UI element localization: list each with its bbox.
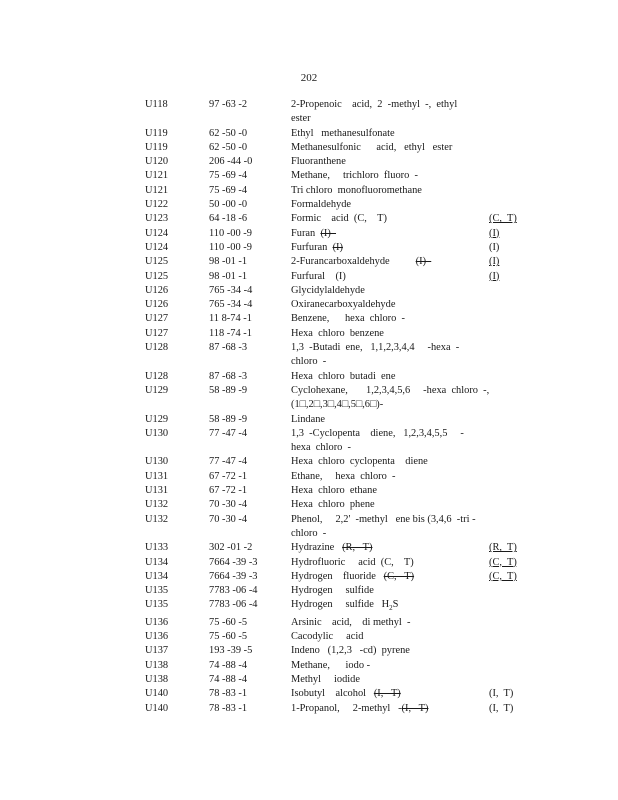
struck-text: (I) xyxy=(415,256,432,268)
underlined-text: (C, T) xyxy=(489,213,517,225)
waste-code: U131 xyxy=(145,485,169,497)
waste-code: U125 xyxy=(145,270,169,282)
text-segment: Furfural (I) xyxy=(291,270,346,282)
hazard-code xyxy=(489,556,525,570)
waste-code: U136 xyxy=(145,616,169,628)
hazard-code xyxy=(489,341,525,355)
waste-code: U134 xyxy=(145,556,169,568)
cas-number: 110 -00 -9 xyxy=(209,227,252,239)
text-segment: 2 xyxy=(389,604,393,613)
underlined-text: (I) xyxy=(489,227,500,239)
hazard-code xyxy=(489,227,525,241)
waste-code: U136 xyxy=(145,631,169,643)
underlined-text: (R, T) xyxy=(489,542,517,554)
text-segment: (I, T) xyxy=(489,702,514,714)
substance-name-continued xyxy=(291,527,489,541)
substance-name xyxy=(291,630,489,644)
waste-code: U130 xyxy=(145,427,169,439)
table-row xyxy=(145,241,525,255)
substance-name xyxy=(291,284,489,298)
substance-name xyxy=(291,227,489,241)
waste-code: U128 xyxy=(145,342,169,354)
hazard-code xyxy=(489,155,525,169)
table-row xyxy=(145,384,525,398)
hazard-code xyxy=(489,702,525,716)
waste-code: U129 xyxy=(145,384,169,396)
hazard-code xyxy=(489,541,525,555)
table-row xyxy=(145,184,525,198)
underlined-text: (C, T) xyxy=(489,556,517,568)
cas-number: 118 -74 -1 xyxy=(209,327,252,339)
hazard-code xyxy=(489,141,525,155)
table-row xyxy=(145,427,525,441)
text-segment: 1-Propanol, 2-methyl - xyxy=(291,702,402,714)
cas-number-empty xyxy=(209,355,291,369)
hazard-code xyxy=(489,241,525,255)
hazard-code xyxy=(489,98,525,112)
hazard-code xyxy=(489,184,525,198)
hazard-code xyxy=(489,284,525,298)
text-segment: (I, T) xyxy=(489,688,514,700)
table-row xyxy=(145,644,525,658)
text-segment: Indeno (1,2,3 -cd) pyrene xyxy=(291,645,410,657)
text-segment: Hydrogen fluoride xyxy=(291,570,384,582)
hazard-code-empty xyxy=(489,355,525,369)
cas-number: 7783 -06 -4 xyxy=(209,599,258,611)
table-row xyxy=(145,155,525,169)
cas-number: 78 -83 -1 xyxy=(209,702,248,714)
waste-code: U140 xyxy=(145,702,169,714)
hazardous-waste-table xyxy=(145,98,525,716)
waste-code: U134 xyxy=(145,570,169,582)
cas-number: 58 -89 -9 xyxy=(209,413,248,425)
substance-name xyxy=(291,255,489,269)
substance-name xyxy=(291,455,489,469)
substance-name xyxy=(291,141,489,155)
text-segment: Ethyl methanesulfonate xyxy=(291,127,395,139)
hazard-code xyxy=(489,169,525,183)
text-segment: Tri chloro monofluoromethane xyxy=(291,184,422,196)
table-row xyxy=(145,370,525,384)
struck-text: (R, T) xyxy=(342,542,373,554)
waste-code: U137 xyxy=(145,645,169,657)
waste-code: U121 xyxy=(145,170,169,182)
hazard-code xyxy=(489,327,525,341)
text-segment: Glycidylaldehyde xyxy=(291,284,365,296)
hazard-code xyxy=(489,498,525,512)
cas-number: 62 -50 -0 xyxy=(209,141,248,153)
substance-name xyxy=(291,198,489,212)
text-segment: Methane, iodo - xyxy=(291,659,371,671)
cas-number: 77 -47 -4 xyxy=(209,456,248,468)
hazard-code xyxy=(489,384,525,398)
text-segment: Methyl iodide xyxy=(291,673,360,685)
hazard-code xyxy=(489,513,525,527)
underlined-text: (I) xyxy=(489,256,500,268)
text-segment: Isobutyl alcohol xyxy=(291,688,374,700)
waste-code-empty xyxy=(145,441,209,455)
waste-code: U138 xyxy=(145,673,169,685)
table-row xyxy=(145,169,525,183)
cas-number: 11 8-74 -1 xyxy=(209,313,252,325)
substance-name xyxy=(291,155,489,169)
text-segment: Oxiranecarboxyaldehyde xyxy=(291,299,396,311)
waste-code: U129 xyxy=(145,413,169,425)
substance-name xyxy=(291,584,489,598)
text-segment: Ethane, hexa chloro - xyxy=(291,470,396,482)
table-row xyxy=(145,212,525,226)
hazard-code xyxy=(489,630,525,644)
waste-code: U126 xyxy=(145,284,169,296)
table-row xyxy=(145,198,525,212)
text-segment: Phenol, 2,2' -methyl ene bis (3,4,6 -tri - xyxy=(291,513,476,525)
waste-code: U132 xyxy=(145,513,169,525)
table-row xyxy=(145,327,525,341)
table-row xyxy=(145,255,525,269)
substance-name xyxy=(291,598,489,615)
substance-name xyxy=(291,384,489,398)
hazard-code xyxy=(489,427,525,441)
table-row-continuation xyxy=(145,441,525,455)
waste-code: U127 xyxy=(145,327,169,339)
table-row xyxy=(145,702,525,716)
waste-code: U124 xyxy=(145,227,169,239)
hazard-code-empty xyxy=(489,398,525,412)
cas-number: 62 -50 -0 xyxy=(209,127,248,139)
substance-name xyxy=(291,556,489,570)
substance-name xyxy=(291,498,489,512)
text-segment: Hexa chloro ethane xyxy=(291,485,377,497)
text-segment: Arsinic acid, di methyl - xyxy=(291,616,411,628)
table-row xyxy=(145,284,525,298)
waste-code: U119 xyxy=(145,127,168,139)
hazard-code-empty xyxy=(489,112,525,126)
substance-name xyxy=(291,327,489,341)
hazard-code xyxy=(489,212,525,226)
waste-code: U118 xyxy=(145,99,168,110)
waste-code: U135 xyxy=(145,585,169,597)
cas-number: 64 -18 -6 xyxy=(209,213,248,225)
substance-name xyxy=(291,341,489,355)
substance-name xyxy=(291,184,489,198)
waste-code: U124 xyxy=(145,241,169,253)
text-segment: Hydrogen sulfide H xyxy=(291,599,390,611)
text-segment: Cacodylic acid xyxy=(291,631,364,643)
hazard-code xyxy=(489,570,525,584)
substance-name xyxy=(291,127,489,141)
hazard-code xyxy=(489,413,525,427)
table-row xyxy=(145,616,525,630)
substance-name xyxy=(291,427,489,441)
text-segment: Furfuran xyxy=(291,241,333,253)
cas-number: 193 -39 -5 xyxy=(209,645,253,657)
cas-number-empty xyxy=(209,112,291,126)
hazard-code xyxy=(489,298,525,312)
hazard-code xyxy=(489,598,525,615)
hazard-code-empty xyxy=(489,527,525,541)
cas-number: 87 -68 -3 xyxy=(209,370,248,382)
cas-number-empty xyxy=(209,527,291,541)
waste-code: U133 xyxy=(145,542,169,554)
waste-code: U122 xyxy=(145,199,169,211)
hazard-code xyxy=(489,644,525,658)
waste-code: U127 xyxy=(145,313,169,325)
text-segment: 1,3 -Butadi ene, 1,1,2,3,4,4 -hexa - xyxy=(291,342,460,354)
substance-name xyxy=(291,541,489,555)
waste-code: U126 xyxy=(145,299,169,311)
waste-code: U128 xyxy=(145,370,169,382)
table-row xyxy=(145,541,525,555)
cas-number: 70 -30 -4 xyxy=(209,513,248,525)
text-segment: Formic acid (C, T) xyxy=(291,213,387,225)
struck-text: (I, T) xyxy=(373,688,401,700)
table-row xyxy=(145,659,525,673)
table-row xyxy=(145,127,525,141)
text-segment: Hexa chloro phene xyxy=(291,499,375,511)
substance-name xyxy=(291,370,489,384)
substance-name xyxy=(291,212,489,226)
waste-code-empty xyxy=(145,355,209,369)
substance-name xyxy=(291,687,489,701)
text-segment: Hexa chloro cyclopenta diene xyxy=(291,456,428,468)
cas-number: 87 -68 -3 xyxy=(209,342,248,354)
substance-name xyxy=(291,270,489,284)
cas-number: 75 -69 -4 xyxy=(209,184,248,196)
underlined-text: (C, T) xyxy=(489,570,517,582)
text-segment: Methane, trichloro fluoro - xyxy=(291,170,418,182)
substance-name xyxy=(291,616,489,630)
table-row xyxy=(145,498,525,512)
waste-code-empty xyxy=(145,112,209,126)
text-segment: hexa chloro - xyxy=(291,442,352,454)
substance-name xyxy=(291,298,489,312)
table-row xyxy=(145,470,525,484)
struck-text: (I) xyxy=(320,227,337,239)
text-segment: Furan xyxy=(291,227,321,239)
waste-code-empty xyxy=(145,398,209,412)
substance-name xyxy=(291,241,489,255)
text-segment: chloro - xyxy=(291,356,327,368)
table-row xyxy=(145,98,525,112)
table-row-continuation xyxy=(145,355,525,369)
text-segment: Hydrazine xyxy=(291,542,343,554)
page-number: 202 xyxy=(300,72,318,84)
substance-name xyxy=(291,470,489,484)
text-segment: 2-Furancarboxaldehyde xyxy=(291,256,416,268)
hazard-code xyxy=(489,255,525,269)
table-row xyxy=(145,673,525,687)
cas-number: 98 -01 -1 xyxy=(209,256,248,268)
table-row xyxy=(145,341,525,355)
waste-code: U131 xyxy=(145,470,169,482)
cas-number: 75 -60 -5 xyxy=(209,631,248,643)
substance-name-continued xyxy=(291,398,489,412)
text-segment: 1,3 -Cyclopenta diene, 1,2,3,4,5,5 - xyxy=(291,427,464,439)
substance-name xyxy=(291,673,489,687)
substance-name-continued xyxy=(291,355,489,369)
waste-code: U119 xyxy=(145,141,168,153)
text-segment: ester xyxy=(291,113,311,125)
cas-number: 70 -30 -4 xyxy=(209,499,248,511)
table-row xyxy=(145,484,525,498)
struck-text: (I) xyxy=(332,241,343,253)
table-row xyxy=(145,227,525,241)
text-segment: Hexa chloro benzene xyxy=(291,327,384,339)
hazard-code xyxy=(489,616,525,630)
text-segment: 2-Propenoic acid, 2 -methyl -, ethyl xyxy=(291,99,458,110)
cas-number: 97 -63 -2 xyxy=(209,99,248,110)
substance-name xyxy=(291,659,489,673)
hazard-code-empty xyxy=(489,441,525,455)
table-row xyxy=(145,298,525,312)
cas-number: 74 -88 -4 xyxy=(209,673,248,685)
table-row-continuation xyxy=(145,112,525,126)
hazard-code xyxy=(489,687,525,701)
text-segment: chloro - xyxy=(291,527,327,539)
struck-text: (I, T) xyxy=(401,702,429,714)
cas-number: 78 -83 -1 xyxy=(209,688,248,700)
text-segment: (I) xyxy=(489,241,500,253)
table-row xyxy=(145,312,525,326)
hazard-code xyxy=(489,455,525,469)
cas-number: 7783 -06 -4 xyxy=(209,585,258,597)
text-segment: S xyxy=(392,599,399,611)
waste-code-empty xyxy=(145,527,209,541)
table-row xyxy=(145,570,525,584)
substance-name xyxy=(291,513,489,527)
cas-number: 75 -69 -4 xyxy=(209,170,248,182)
cas-number-empty xyxy=(209,398,291,412)
waste-code: U121 xyxy=(145,184,169,196)
text-segment: Fluoranthene xyxy=(291,156,346,168)
cas-number: 67 -72 -1 xyxy=(209,485,248,497)
table-row-continuation xyxy=(145,527,525,541)
cas-number: 58 -89 -9 xyxy=(209,384,248,396)
substance-name xyxy=(291,312,489,326)
substance-name xyxy=(291,702,489,716)
text-segment: Hydrogen sulfide xyxy=(291,585,374,597)
hazard-code xyxy=(489,198,525,212)
text-segment: Cyclohexane, 1,2,3,4,5,6 -hexa chloro -, xyxy=(291,384,490,396)
table-row xyxy=(145,630,525,644)
struck-text: (C, T) xyxy=(383,570,415,582)
cas-number-empty xyxy=(209,441,291,455)
substance-name xyxy=(291,98,489,112)
text-segment: Methanesulfonic acid, ethyl ester xyxy=(291,141,453,153)
hazard-code xyxy=(489,584,525,598)
waste-code: U132 xyxy=(145,499,169,511)
text-segment: (1□,2□,3□,4□,5□,6□)- xyxy=(291,399,384,411)
underlined-text: (I) xyxy=(489,270,500,282)
text-segment: Lindane xyxy=(291,413,326,425)
cas-number: 98 -01 -1 xyxy=(209,270,248,282)
waste-code: U125 xyxy=(145,256,169,268)
waste-code: U123 xyxy=(145,213,169,225)
table-row xyxy=(145,584,525,598)
cas-number: 206 -44 -0 xyxy=(209,156,253,168)
substance-name-continued xyxy=(291,441,489,455)
hazard-code xyxy=(489,312,525,326)
cas-number: 765 -34 -4 xyxy=(209,284,253,296)
text-segment: Benzene, hexa chloro - xyxy=(291,313,405,325)
waste-code: U120 xyxy=(145,156,169,168)
text-segment: Hydrofluoric acid (C, T) xyxy=(291,556,414,568)
cas-number: 75 -60 -5 xyxy=(209,616,248,628)
table-row xyxy=(145,455,525,469)
cas-number: 67 -72 -1 xyxy=(209,470,248,482)
waste-code: U138 xyxy=(145,659,169,671)
table-row xyxy=(145,270,525,284)
cas-number: 110 -00 -9 xyxy=(209,241,252,253)
hazard-code xyxy=(489,270,525,284)
hazard-code xyxy=(489,370,525,384)
cas-number: 77 -47 -4 xyxy=(209,427,248,439)
waste-code: U130 xyxy=(145,456,169,468)
text-segment: Formaldehyde xyxy=(291,199,352,211)
table-row-continuation xyxy=(145,398,525,412)
substance-name xyxy=(291,644,489,658)
cas-number: 765 -34 -4 xyxy=(209,299,253,311)
substance-name-continued xyxy=(291,112,489,126)
cas-number: 50 -00 -0 xyxy=(209,199,248,211)
cas-number: 302 -01 -2 xyxy=(209,542,253,554)
table-row xyxy=(145,598,525,615)
substance-name xyxy=(291,413,489,427)
table-row xyxy=(145,413,525,427)
waste-code: U135 xyxy=(145,599,169,611)
table-row xyxy=(145,513,525,527)
substance-name xyxy=(291,570,489,584)
cas-number: 7664 -39 -3 xyxy=(209,556,258,568)
hazard-code xyxy=(489,127,525,141)
cas-number: 74 -88 -4 xyxy=(209,659,248,671)
table-row xyxy=(145,141,525,155)
text-segment: Hexa chloro butadi ene xyxy=(291,370,396,382)
hazard-code xyxy=(489,673,525,687)
cas-number: 7664 -39 -3 xyxy=(209,570,258,582)
hazard-code xyxy=(489,484,525,498)
hazard-code xyxy=(489,659,525,673)
table-row xyxy=(145,556,525,570)
table-row xyxy=(145,687,525,701)
waste-code: U140 xyxy=(145,688,169,700)
substance-name xyxy=(291,169,489,183)
substance-name xyxy=(291,484,489,498)
hazard-code xyxy=(489,470,525,484)
